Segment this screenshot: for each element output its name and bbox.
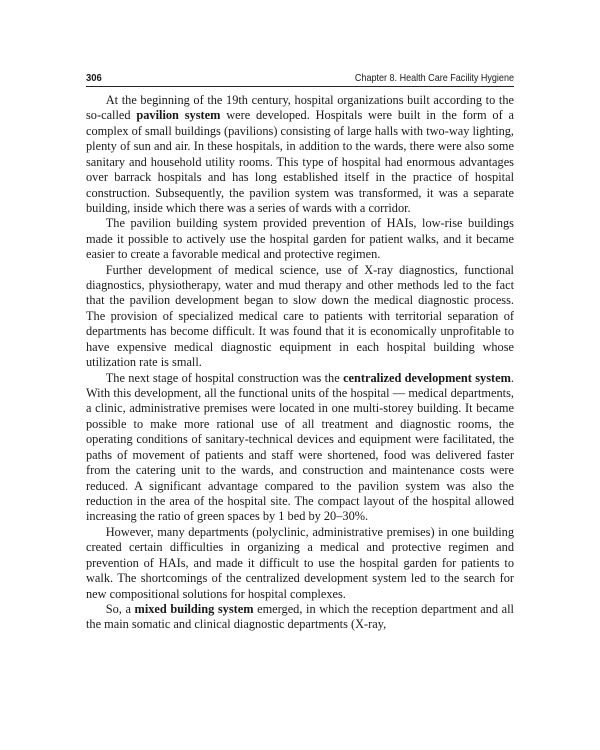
text-run: were developed. Hospitals were built in the form of a complex of small buildings (pavilions) consisting of large halls with two-way lighting, plenty of sun and air. In these hospitals, in addition to the wards, there were also some sanitary and household utility rooms. This type of hospital had enormous advantages over barrack hospitals and has long established itself in the practice of hospital construction. Subsequently, the pavilion system was transformed, it was a separate building, inside which there was a series of wards with a corridor. bbox=[86, 108, 514, 215]
text-run: At the beginning of the 19th century, hospital organizations built according to the so-called bbox=[86, 93, 514, 123]
text-run: However, many departments (polyclinic, administrative premises) in one building created certain difficulties in organizing a medical and protective regimen and prevention of HAIs, and made it difficult to use the hospital garden for patients to walk. The shortcomings of the centralized development system led to the search for new compositional solutions for hospital complexes. bbox=[86, 524, 514, 601]
paragraph bbox=[86, 263, 514, 371]
running-head-chapter-title: Chapter 8. Health Care Facility Hygiene bbox=[354, 72, 514, 84]
page-number: 306 bbox=[86, 72, 102, 84]
paragraph bbox=[86, 371, 514, 525]
bold-term: centralized development system bbox=[343, 370, 511, 385]
paragraph bbox=[86, 93, 514, 216]
header-rule bbox=[86, 86, 514, 87]
text-run: Further development of medical science, use of X-ray diagnostics, functional diagnostics, physiotherapy, water and mud therapy and other methods led to the fact that the pavilion development began to slow down the medical diagnostic process. The provision of specialized medical care to patients with territorial separation of departments has become difficult. It was found that it is economically unprofitable to have expensive medical diagnostic equipment in each hospital building whose utilization rate is small. bbox=[86, 262, 514, 370]
paragraph bbox=[86, 216, 514, 262]
bold-term: mixed building system bbox=[134, 601, 254, 616]
text-run: emerged, in which the reception department and all the main somatic and clinical diagnostic departments (X-ray, bbox=[86, 601, 514, 632]
paragraph bbox=[86, 602, 514, 633]
paragraph bbox=[86, 525, 514, 602]
text-run: The next stage of hospital construction was the bbox=[105, 370, 344, 385]
page-header bbox=[86, 69, 514, 85]
text-run: . With this development, all the functional units of the hospital — medical departments, a clinic, administrative premises were located in one multi-storey building. It became possible to make more rational use of all treatment and diagnostic rooms, the operating conditions of sanitary-technical devices and equipment were facilitated, the paths of movement of patients and staff were shortened, food was delivered faster from the catering unit to the wards, and construction and maintenance costs were reduced. A significant advantage compared to the pavilion system was also the reduction in the area of the hospital site. The compact layout of the hospital allowed increasing the ratio of green spaces by 1 bed by 20–30%. bbox=[86, 370, 514, 524]
body-text bbox=[86, 93, 514, 633]
text-run: The pavilion building system provided prevention of HAIs, low-rise buildings made it possible to actively use the hospital garden for patient walks, and it became easier to create a favorable medical and protective regimen. bbox=[86, 216, 514, 262]
text-run: So, a bbox=[105, 601, 135, 616]
bold-term: pavilion system bbox=[136, 108, 221, 123]
